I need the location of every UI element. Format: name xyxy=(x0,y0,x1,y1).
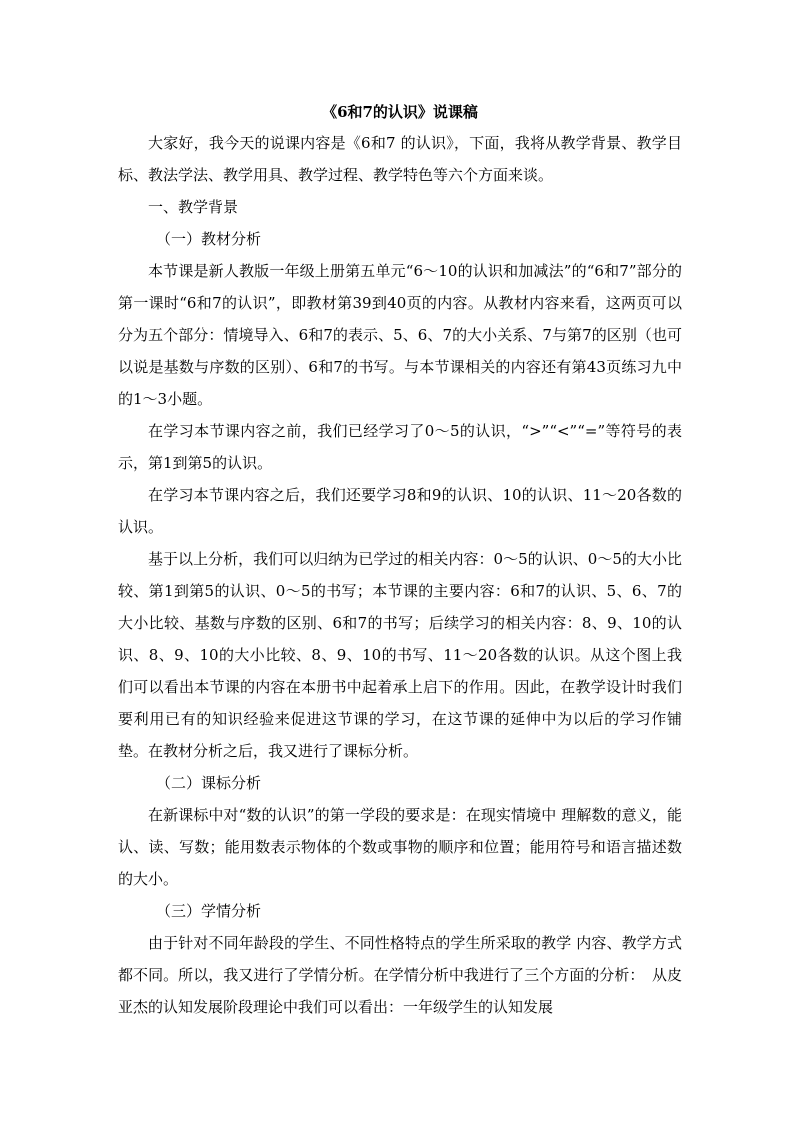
textbook-analysis-paragraph-2: 在学习本节课内容之前，我们已经学习了0～5的认识，“>”“<”“=”等符号的表示，第1到第5的认识。 xyxy=(118,422,682,472)
textbook-analysis-paragraph-3: 在学习本节课内容之后，我们还要学习8和9的认识、10的认识、11～20各数的认识。 xyxy=(118,486,682,536)
document-title: 《6和7的认识》说课稿 xyxy=(322,103,478,121)
textbook-analysis-paragraph-4: 基于以上分析，我们可以归纳为已学过的相关内容：0～5的认识、0～5的大小比较、第1到第5的认识、0～5的书写；本节课的主要内容：6和7的认识、5、6、7的大小比较、基数与序数的区别、6和7的书写；后续学习的相关内容：8、9、10的认识、8、9、10的大小比较、8、9、10的书写、11～20各数的认识。从这个图上我们可以看出本节课的内容在本册书中起着承上启下的作用。因此，在教学设计时我们要利用已有的知识经验来促进这节课的学习，在这节课的延伸中为以后的学习作铺垫。在教材分析之后，我又进行了课标分析。 xyxy=(118,550,682,760)
curriculum-analysis-paragraph: 在新课标中对“数的认识”的第一学段的要求是：在现实情境中 理解数的意义，能认、读、写数；能用数表示物体的个数或事物的顺序和位置；能用符号和语言描述数的大小。 xyxy=(118,806,682,888)
document-body xyxy=(118,97,682,1023)
textbook-analysis-paragraph-1: 本节课是新人教版一年级上册第五单元“6～10的认识和加减法”的“6和7”部分的第一课时“6和7的认识”，即教材第39到40页的内容。从教材内容来看，这两页可以分为五个部分：情境导入、6和7的表示、5、6、7的大小关系、7与第7的区别（也可以说是基数与序数的区别）、6和7的书写。与本节课相关的内容还有第43页练习九中的1～3小题。 xyxy=(118,262,682,408)
section-heading-teaching-background: 一、教学背景 xyxy=(148,198,239,216)
subheading-curriculum-analysis: （二）课标分析 xyxy=(156,774,262,792)
learner-analysis-paragraph: 由于针对不同年龄段的学生、不同性格特点的学生所采取的教学 内容、教学方式都不同。所以，我又进行了学情分析。在学情分析中我进行了三个方面的分析： 从皮亚杰的认知发展阶段理论中我们可以看出：一年级学生的认知发展 xyxy=(118,934,682,1016)
subheading-textbook-analysis: （一）教材分析 xyxy=(156,230,262,248)
intro-paragraph: 大家好，我今天的说课内容是《6和7 的认识》，下面，我将从教学背景、教学目标、教法学法、教学用具、教学过程、教学特色等六个方面来谈。 xyxy=(118,134,682,184)
subheading-learner-analysis: （三）学情分析 xyxy=(156,902,262,920)
